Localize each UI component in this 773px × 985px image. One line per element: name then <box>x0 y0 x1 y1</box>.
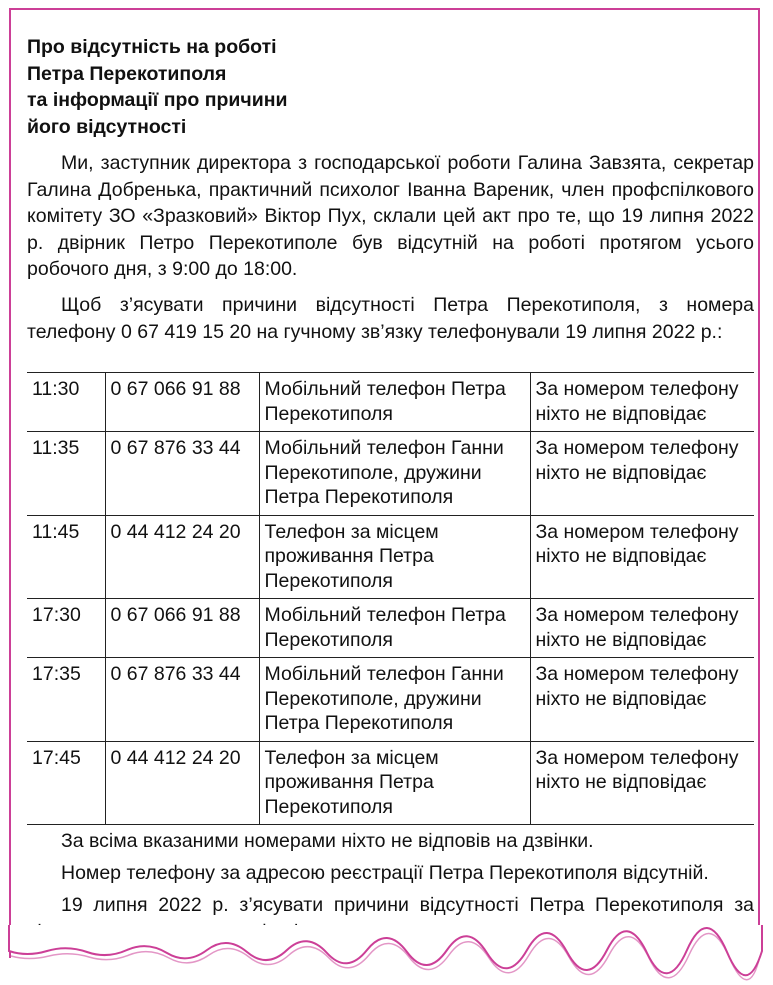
call-description-cell: Мобільний телефон Ганни Перекотиполе, дружини Петра Перекотиполя <box>259 432 530 516</box>
call-number-cell: 0 67 066 91 88 <box>105 373 259 432</box>
title-line: його відсутності <box>27 115 187 138</box>
call-result-cell: За номером телефону ніхто не відповідає <box>530 658 754 742</box>
call-time-cell: 11:30 <box>27 373 105 432</box>
calls-table <box>27 372 754 825</box>
call-time-cell: 11:35 <box>27 432 105 516</box>
call-result-cell: За номером телефону ніхто не відповідає <box>530 432 754 516</box>
torn-paper-edge <box>7 925 764 985</box>
call-number-cell: 0 44 412 24 20 <box>105 741 259 825</box>
call-result-cell: За номером телефону ніхто не відповідає <box>530 599 754 658</box>
table-row <box>27 432 754 516</box>
calls-intro-paragraph: Щоб з’ясувати причини відсутності Петра Перекотиполя, з номера телефону 0 67 419 15 20 на гучному зв’язку телефонували 19 липня 2022 р.: <box>27 294 754 343</box>
conclusion-paragraph: 19 липня 2022 р. з’ясувати причини відсутності Петра Перекотиполя за <box>61 894 754 916</box>
call-time-cell: 11:45 <box>27 515 105 599</box>
title-line: Про відсутність на роботі <box>27 36 277 58</box>
table-row <box>27 599 754 658</box>
call-description-cell: Мобільний телефон Ганни Перекотиполе, дружини Петра Перекотиполя <box>259 658 530 742</box>
call-number-cell: 0 67 876 33 44 <box>105 432 259 516</box>
title-line: та інформації про причини <box>27 89 288 111</box>
call-number-cell: 0 44 412 24 20 <box>105 515 259 599</box>
table-row <box>27 515 754 599</box>
document-page <box>9 8 760 958</box>
call-description-cell: Мобільний телефон Петра Перекотиполя <box>259 373 530 432</box>
no-phone-paragraph: Номер телефону за адресою реєстрації Петра Перекотиполя відсутній. <box>61 862 709 884</box>
call-time-cell: 17:35 <box>27 658 105 742</box>
title-line: Петра Перекотиполя <box>27 62 227 85</box>
table-row <box>27 741 754 825</box>
call-number-cell: 0 67 066 91 88 <box>105 599 259 658</box>
table-row <box>27 373 754 432</box>
call-result-cell: За номером телефону ніхто не відповідає <box>530 741 754 825</box>
no-answer-paragraph: За всіма вказаними номерами ніхто не відповів на дзвінки. <box>61 830 594 852</box>
call-result-cell: За номером телефону ніхто не відповідає <box>530 515 754 599</box>
call-time-cell: 17:45 <box>27 741 105 825</box>
call-description-cell: Телефон за місцем проживання Петра Перекотиполя <box>259 741 530 825</box>
call-description-cell: Телефон за місцем проживання Петра Перекотиполя <box>259 515 530 599</box>
call-time-cell: 17:30 <box>27 599 105 658</box>
document-title <box>27 34 287 140</box>
intro-paragraph: Ми, заступник директора з господарської роботи Галина Завзята, секретар Галина Добренька, практичний психолог Іванна Вареник, член профспілкового комітету ЗО «Зразковий» Віктор Пух, склали цей акт про те, що 19 липня 2022 р. двірник Петро Перекотиполе був відсутній на роботі протягом усього робочого дня, з 9:00 до 18:00. <box>27 152 754 280</box>
call-number-cell: 0 67 876 33 44 <box>105 658 259 742</box>
call-description-cell: Мобільний телефон Петра Перекотиполя <box>259 599 530 658</box>
table-row <box>27 658 754 742</box>
call-result-cell: За номером телефону ніхто не відповідає <box>530 373 754 432</box>
